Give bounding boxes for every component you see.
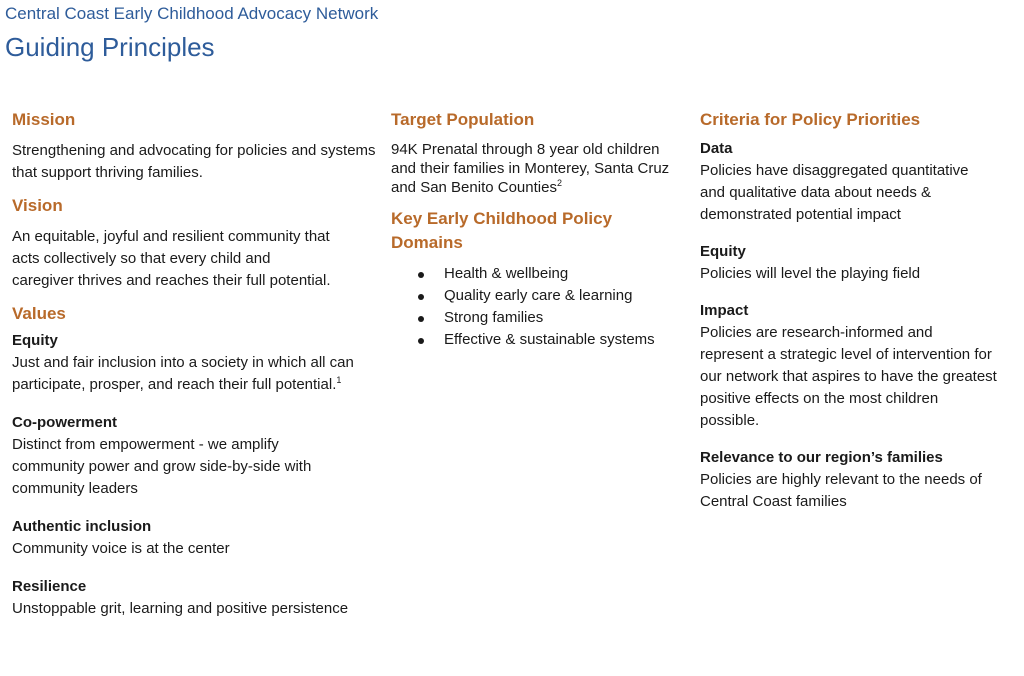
criteria-title: Data [700, 140, 733, 157]
value-item-authentic-inclusion [12, 516, 382, 560]
value-text: Unstoppable grit, learning and positive persistence [12, 600, 349, 617]
bullet-icon [418, 294, 424, 300]
value-title: Resilience [12, 578, 87, 595]
value-title: Equity [12, 332, 58, 349]
column-mission-vision-values [12, 108, 382, 620]
target-text: 94K Prenatal through 8 year old children and their families in Monterey, Santa Cruz and San Benito Counties$^2$ [391, 141, 670, 196]
value-text: Just and fair inclusion into a society in which all can participate, prosper, and reach their full potential.$^1$ [12, 354, 354, 393]
value-title: Co-powerment [12, 414, 117, 431]
value-item-copowerment [12, 412, 382, 500]
vision-heading: Vision [12, 196, 63, 215]
criteria-heading: Criteria for Policy Priorities [700, 110, 921, 129]
criteria-text: Policies are highly relevant to the needs of Central Coast families [700, 471, 982, 510]
value-item-equity [12, 330, 382, 396]
criteria-title: Relevance to our region’s families [700, 449, 943, 466]
criteria-text: Policies are research-informed and represent a strategic level of intervention for our network that aspires to have the greatest positive effects on the most children possible. [700, 324, 997, 429]
org-name: Central Coast Early Childhood Advocacy Network [5, 4, 379, 23]
list-item: Quality early care & learning [391, 285, 681, 307]
bullet-icon [418, 338, 424, 344]
list-item: Effective & sustainable systems [391, 329, 681, 351]
page-title: Guiding Principles [5, 32, 215, 62]
target-heading: Target Population [391, 110, 535, 129]
mission-text: Strengthening and advocating for policies and systems that support thriving families. [12, 142, 376, 181]
criteria-title: Equity [700, 243, 746, 260]
footnote-marker: 2 [556, 178, 562, 188]
footnote-marker: 1 [336, 375, 342, 385]
bullet-icon [418, 316, 424, 322]
criteria-item-data [700, 138, 1000, 226]
bullet-icon [418, 272, 424, 278]
vision-text: An equitable, joyful and resilient community that acts collectively so that every child and caregiver thrives and reaches their full potential. [12, 228, 331, 289]
value-item-resilience [12, 576, 382, 620]
values-heading: Values [12, 304, 66, 323]
value-text: Distinct from empowerment - we amplify community power and grow side-by-side with community leaders [12, 436, 312, 497]
domains-heading: Key Early Childhood Policy Domains [391, 209, 613, 252]
column-criteria [700, 108, 1000, 513]
column-population-domains [391, 108, 681, 351]
criteria-item-relevance [700, 447, 1000, 513]
criteria-item-equity [700, 241, 1000, 285]
criteria-text: Policies will level the playing field [700, 265, 921, 282]
value-title: Authentic inclusion [12, 518, 152, 535]
criteria-item-impact [700, 300, 1000, 432]
value-text: Community voice is at the center [12, 540, 230, 557]
domains-list [391, 263, 681, 351]
mission-heading: Mission [12, 110, 76, 129]
criteria-title: Impact [700, 302, 749, 319]
list-item: Health & wellbeing [391, 263, 681, 285]
criteria-text: Policies have disaggregated quantitative and qualitative data about needs & demonstrated potential impact [700, 162, 969, 223]
list-item: Strong families [391, 307, 681, 329]
